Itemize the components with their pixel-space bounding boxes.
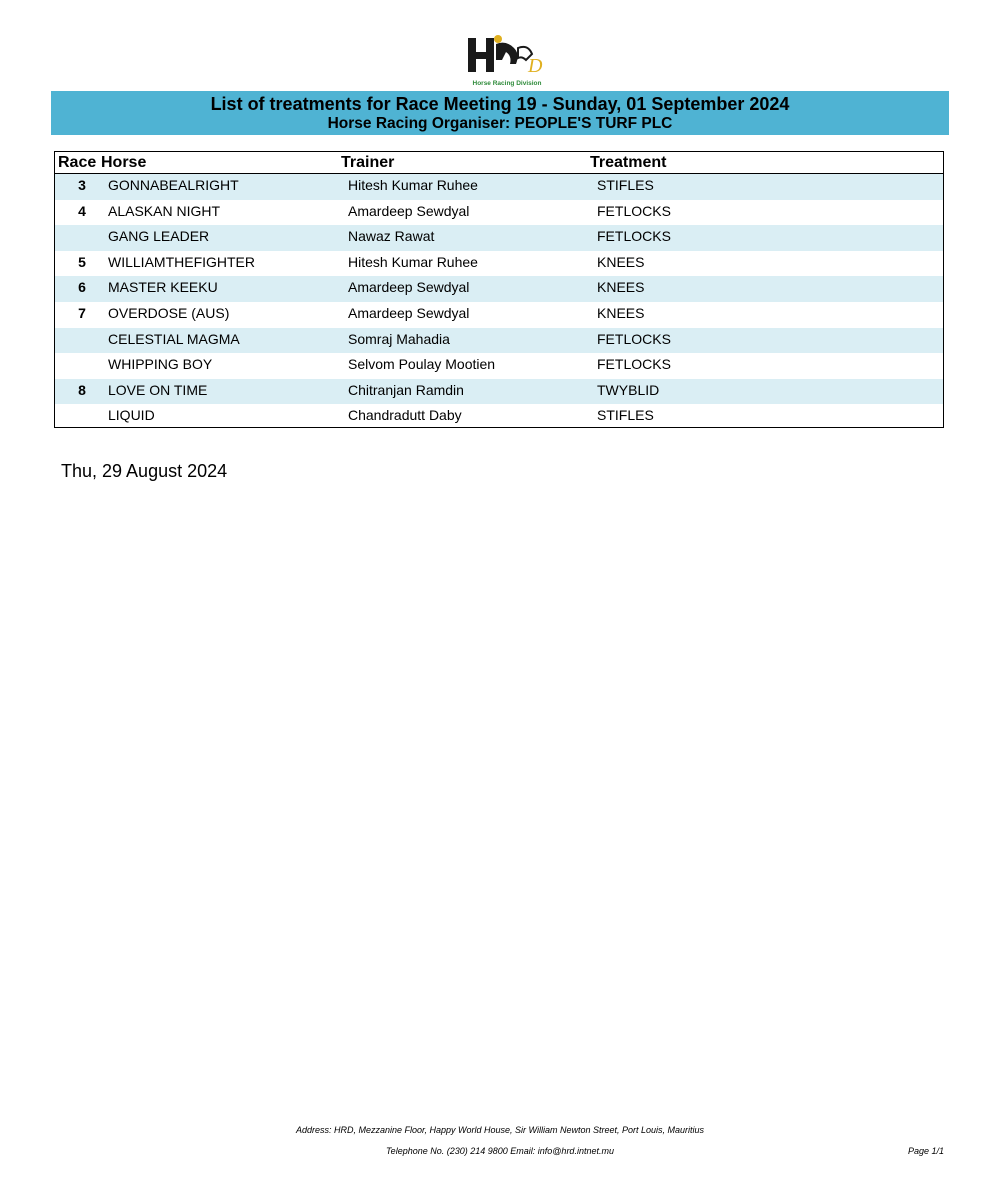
footer-address: Address: HRD, Mezzanine Floor, Happy World House, Sir William Newton Street, Port Louis, Mauritius xyxy=(295,1125,705,1135)
page-number: Page 1/1 xyxy=(908,1146,945,1156)
table-row xyxy=(55,174,943,200)
table-row xyxy=(55,353,943,379)
table-header xyxy=(55,152,943,174)
trainer-cell: Amardeep Sewdyal xyxy=(348,304,470,321)
horse-cell: GONNABEALRIGHT xyxy=(108,177,239,193)
table-row xyxy=(55,200,943,226)
table-row xyxy=(55,225,943,251)
treatment-cell: KNEES xyxy=(597,304,645,321)
trainer-cell: Selvom Poulay Mootien xyxy=(348,356,496,373)
column-header-trainer: Trainer xyxy=(341,154,395,171)
horse-racing-logo-icon xyxy=(462,30,552,80)
treatment-cell: FETLOCKS xyxy=(597,202,671,219)
treatment-cell: FETLOCKS xyxy=(597,228,671,245)
treatment-cell: STIFLES xyxy=(597,177,654,193)
treatment-cell: KNEES xyxy=(597,253,645,270)
race-cell: 3 xyxy=(78,177,86,193)
treatments-table xyxy=(54,151,944,428)
horse-cell: WILLIAMTHEFIGHTER xyxy=(108,253,256,270)
logo-caption: Horse Racing Division xyxy=(472,80,542,87)
treatment-cell: KNEES xyxy=(597,279,645,296)
race-cell: 6 xyxy=(78,279,86,296)
table-row xyxy=(55,379,943,405)
treatment-cell: TWYBLID xyxy=(597,381,660,398)
race-cell: 7 xyxy=(78,304,86,321)
table-row xyxy=(55,276,943,302)
trainer-cell: Hitesh Kumar Ruhee xyxy=(348,177,478,193)
column-header-race: Race xyxy=(58,154,97,171)
trainer-cell: Hitesh Kumar Ruhee xyxy=(348,253,478,270)
table-row xyxy=(55,302,943,328)
horse-cell: WHIPPING BOY xyxy=(108,356,213,373)
footer-contact: Telephone No. (230) 214 9800 Email: info@hrd.intnet.mu xyxy=(386,1146,614,1156)
trainer-cell: Amardeep Sewdyal xyxy=(348,202,470,219)
page-subtitle: Horse Racing Organiser: PEOPLE'S TURF PLC xyxy=(327,115,673,132)
race-cell: 4 xyxy=(78,202,86,219)
trainer-cell: Chitranjan Ramdin xyxy=(348,381,464,398)
table-row xyxy=(55,404,943,430)
race-cell: 5 xyxy=(78,253,86,270)
race-cell: 8 xyxy=(78,381,86,398)
table-row xyxy=(55,328,943,354)
table-body xyxy=(55,174,943,430)
hrd-logo xyxy=(462,30,552,90)
header-banner xyxy=(51,91,949,135)
horse-cell: LOVE ON TIME xyxy=(108,381,208,398)
horse-cell: CELESTIAL MAGMA xyxy=(108,330,240,347)
table-row xyxy=(55,251,943,277)
horse-cell: OVERDOSE (AUS) xyxy=(108,304,230,321)
treatment-cell: FETLOCKS xyxy=(597,356,671,373)
trainer-cell: Nawaz Rawat xyxy=(348,228,435,245)
treatment-cell: FETLOCKS xyxy=(597,330,671,347)
horse-cell: GANG LEADER xyxy=(108,228,210,245)
trainer-cell: Amardeep Sewdyal xyxy=(348,279,470,296)
page-title: List of treatments for Race Meeting 19 - Sunday, 01 September 2024 xyxy=(210,94,790,114)
horse-cell: LIQUID xyxy=(108,407,155,424)
svg-text:D: D xyxy=(528,55,543,77)
horse-cell: MASTER KEEKU xyxy=(108,279,218,296)
trainer-cell: Somraj Mahadia xyxy=(348,330,450,347)
print-date: Thu, 29 August 2024 xyxy=(61,461,228,481)
column-header-horse: Horse xyxy=(101,154,147,171)
column-header-treatment: Treatment xyxy=(590,154,667,171)
treatment-cell: STIFLES xyxy=(597,407,654,424)
trainer-cell: Chandradutt Daby xyxy=(348,407,462,424)
horse-cell: ALASKAN NIGHT xyxy=(108,202,221,219)
